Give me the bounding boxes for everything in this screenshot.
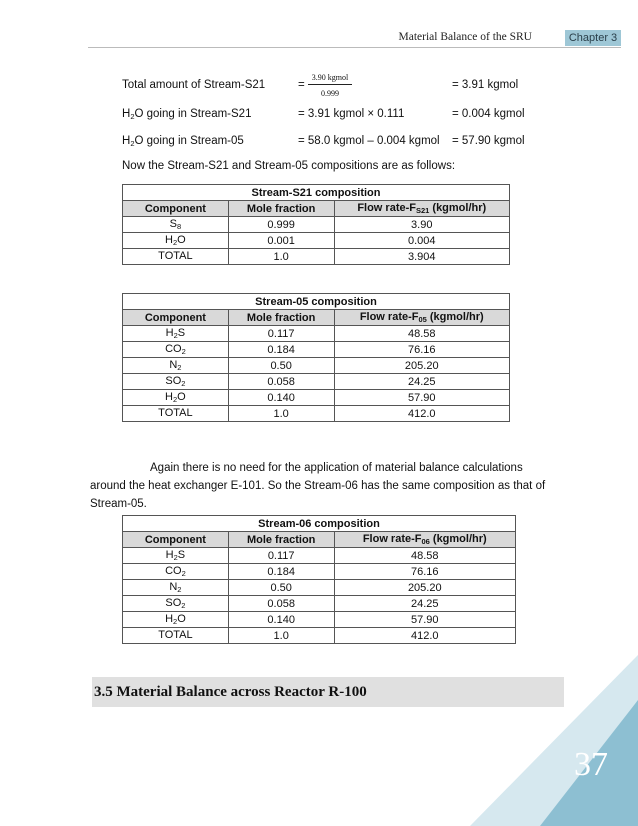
cell-mole-fraction: 0.117 — [228, 548, 334, 564]
page-header — [0, 30, 638, 48]
cell-mole-fraction: 0.50 — [228, 580, 334, 596]
table-row — [123, 374, 510, 390]
body-line-3: Stream-05. — [90, 498, 147, 510]
table-row — [123, 249, 510, 265]
cell-component: $SO_2$ — [123, 596, 229, 612]
intro-text: Now the Stream-S21 and Stream-05 compositions are as follows: — [122, 160, 456, 172]
cell-mole-fraction: 1.0 — [228, 406, 334, 422]
table-stream-s21 — [122, 184, 510, 265]
chapter-tab: Chapter 3 — [565, 30, 621, 46]
cell-mole-fraction: 0.50 — [228, 358, 334, 374]
cell-component: $SO_2$ — [123, 374, 229, 390]
table-caption: Stream-S21 composition — [123, 185, 510, 201]
table-row — [123, 406, 510, 422]
table-row — [123, 217, 510, 233]
cell-component: $N_2$ — [123, 580, 229, 596]
cell-flow-rate: 24.25 — [334, 596, 515, 612]
cell-mole-fraction: 1.0 — [228, 249, 334, 265]
cell-mole-fraction: 0.999 — [228, 217, 334, 233]
page-number: 37 — [574, 746, 608, 783]
cell-flow-rate: 57.90 — [334, 612, 515, 628]
cell-component: $CO_2$ — [123, 564, 229, 580]
header-title: Material Balance of the SRU — [398, 31, 532, 43]
table-row — [123, 326, 510, 342]
cell-component: $H_2S$ — [123, 548, 229, 564]
cell-flow-rate: 48.58 — [334, 326, 510, 342]
cell-flow-rate: 0.004 — [334, 233, 510, 249]
cell-mole-fraction: 0.058 — [228, 374, 334, 390]
cell-mole-fraction: 0.184 — [228, 564, 334, 580]
calc-row1-result: = 3.91 kgmol — [452, 79, 519, 91]
section-heading: 3.5 Material Balance across Reactor R-100 — [92, 677, 564, 707]
cell-mole-fraction: 0.140 — [228, 612, 334, 628]
cell-flow-rate: 76.16 — [334, 564, 515, 580]
cell-component: $N_2$ — [123, 358, 229, 374]
cell-flow-rate: 205.20 — [334, 358, 510, 374]
cell-flow-rate: 24.25 — [334, 374, 510, 390]
cell-flow-rate: 57.90 — [334, 390, 510, 406]
col-header-component: Component — [123, 532, 229, 548]
body-paragraph — [90, 459, 560, 513]
cell-mole-fraction: 0.140 — [228, 390, 334, 406]
cell-flow-rate: 76.16 — [334, 342, 510, 358]
table-row — [123, 580, 516, 596]
table-row — [123, 612, 516, 628]
table-row — [123, 628, 516, 644]
calc-row2-result: = 0.004 kgmol — [452, 108, 525, 120]
body-line-2: around the heat exchanger E-101. So the Stream-06 has the same composition as that of — [90, 480, 546, 492]
cell-mole-fraction: 1.0 — [228, 628, 334, 644]
cell-flow-rate: 412.0 — [334, 628, 515, 644]
body-line-1: Again there is no need for the application of material balance calculations — [150, 462, 523, 474]
cell-component: $H_2O$ — [123, 390, 229, 406]
table-caption: Stream-06 composition — [123, 516, 516, 532]
calc-row3-result: = 57.90 kgmol — [452, 135, 525, 147]
table-row — [123, 390, 510, 406]
cell-component: $H_2O$ — [123, 612, 229, 628]
col-header-component: Component — [123, 310, 229, 326]
fraction-denominator: 0.999 — [321, 89, 339, 98]
calc-row3-label: $H_2O$ going in Stream-05 — [122, 135, 244, 148]
table-row — [123, 342, 510, 358]
cell-component: TOTAL — [123, 628, 229, 644]
calc-row1-label: Total amount of Stream-S21 — [122, 79, 266, 91]
col-header-mole-fraction: Mole fraction — [228, 310, 334, 326]
table-stream-06 — [122, 515, 516, 644]
cell-flow-rate: 3.90 — [334, 217, 510, 233]
cell-flow-rate: 48.58 — [334, 548, 515, 564]
cell-component: $CO_2$ — [123, 342, 229, 358]
calc-row2-label: $H_2O$ going in Stream-S21 — [122, 108, 252, 121]
col-header-flow-rate: Flow rate-$F_{05}$ (kgmol/hr) — [334, 310, 510, 326]
cell-component: $S_8$ — [123, 217, 229, 233]
table-row — [123, 358, 510, 374]
table-row — [123, 564, 516, 580]
cell-flow-rate: 3.904 — [334, 249, 510, 265]
cell-component: $H_2S$ — [123, 326, 229, 342]
cell-flow-rate: 205.20 — [334, 580, 515, 596]
cell-mole-fraction: 0.001 — [228, 233, 334, 249]
header-rule — [88, 47, 621, 48]
fraction-numerator: 3.90 kgmol — [311, 73, 349, 82]
cell-mole-fraction: 0.058 — [228, 596, 334, 612]
table-row — [123, 233, 510, 249]
table-row — [123, 596, 516, 612]
table-caption: Stream-05 composition — [123, 294, 510, 310]
calc-row3-expression: = 58.0 kgmol – 0.004 kgmol — [298, 135, 440, 147]
col-header-component: Component — [123, 201, 229, 217]
table-row — [123, 548, 516, 564]
calc-row2-expression: = 3.91 kgmol × 0.111 — [298, 108, 405, 120]
cell-mole-fraction: 0.117 — [228, 326, 334, 342]
cell-component: TOTAL — [123, 249, 229, 265]
col-header-flow-rate: Flow rate-$F_{06}$ (kgmol/hr) — [334, 532, 515, 548]
cell-mole-fraction: 0.184 — [228, 342, 334, 358]
col-header-mole-fraction: Mole fraction — [228, 201, 334, 217]
col-header-flow-rate: Flow rate-$F_{S21}$ (kgmol/hr) — [334, 201, 510, 217]
cell-component: TOTAL — [123, 406, 229, 422]
cell-flow-rate: 412.0 — [334, 406, 510, 422]
cell-component: $H_2O$ — [123, 233, 229, 249]
col-header-mole-fraction: Mole fraction — [228, 532, 334, 548]
table-stream-05 — [122, 293, 510, 422]
